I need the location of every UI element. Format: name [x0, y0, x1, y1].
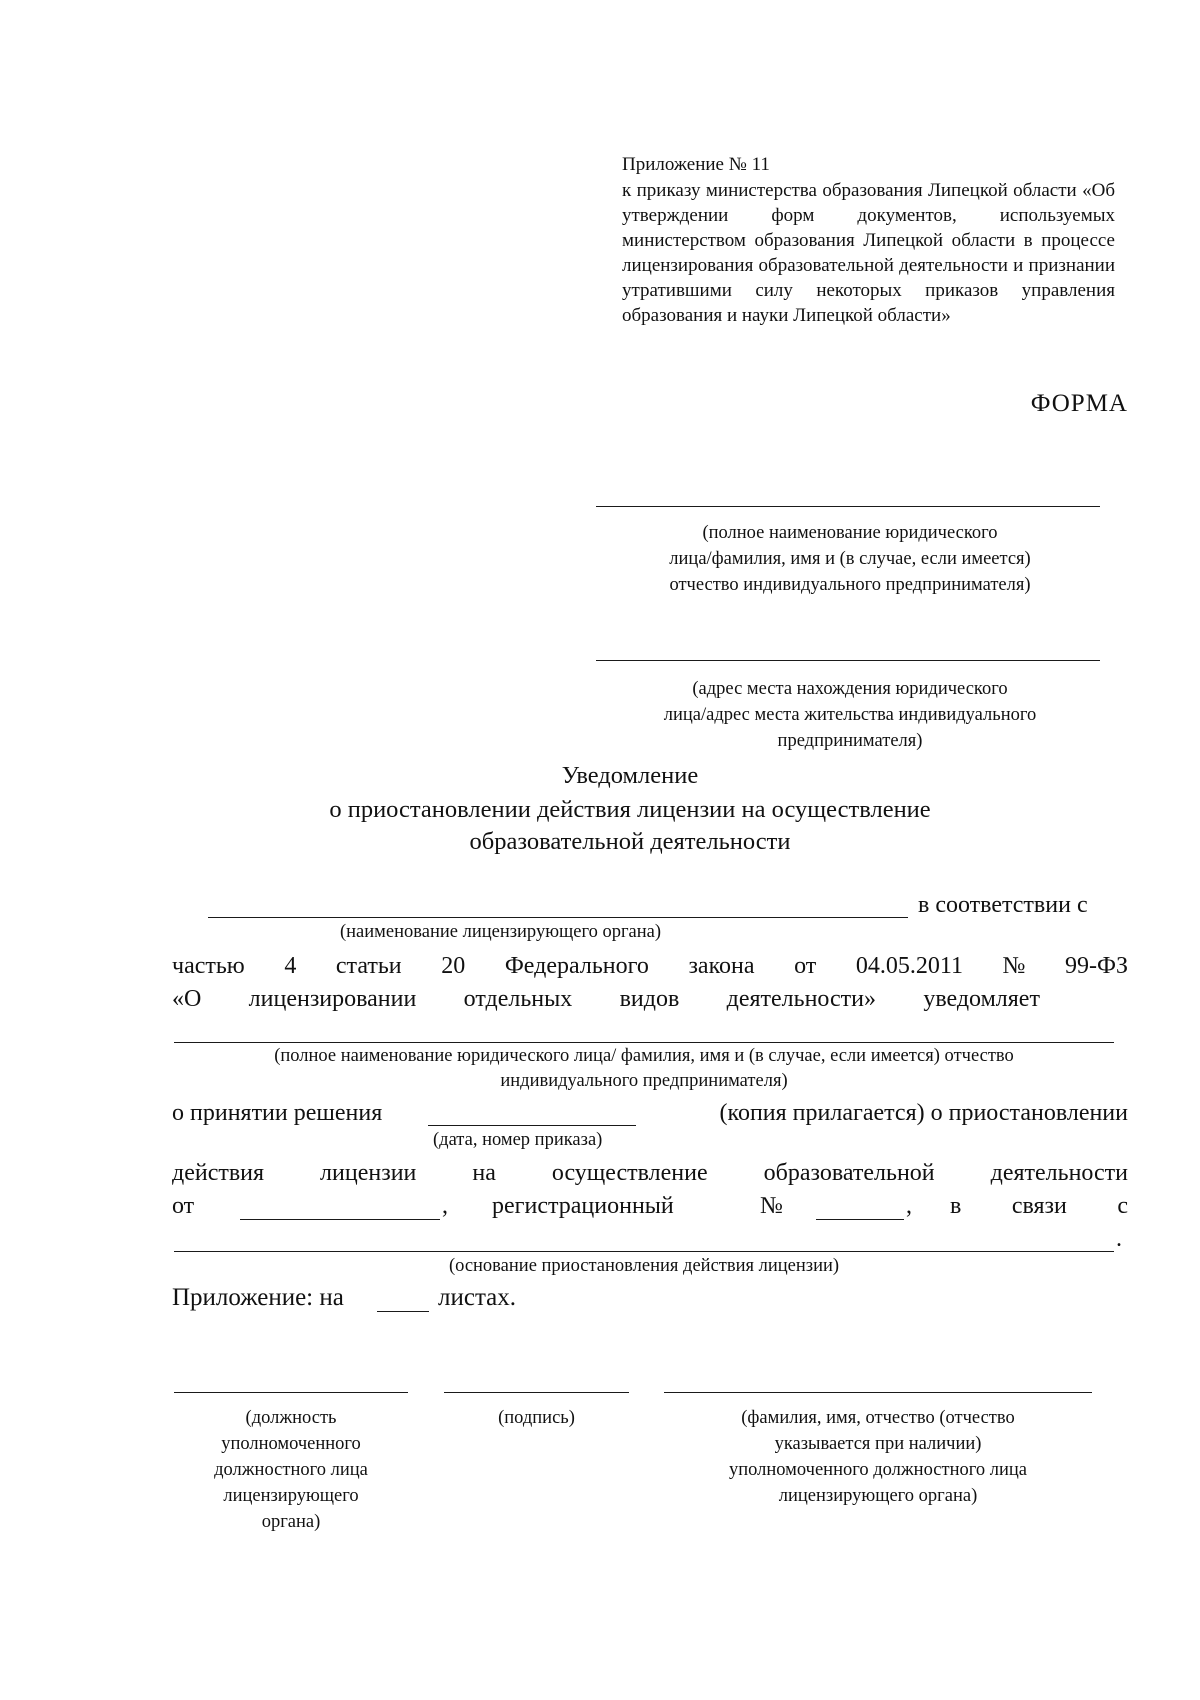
- notice-title: Уведомление: [561, 762, 699, 789]
- word: деятельности»: [726, 986, 876, 1012]
- fullname-caption: [664, 1405, 1092, 1509]
- signature-caption: [444, 1405, 629, 1431]
- caption-line: указывается при наличии): [774, 1434, 982, 1454]
- licensing-body-line[interactable]: [208, 917, 908, 918]
- word: лицензии: [320, 1160, 417, 1186]
- grounds-line[interactable]: [174, 1251, 1114, 1252]
- word: «О: [172, 986, 202, 1012]
- caption-line: предпринимателя): [777, 731, 923, 751]
- word: связи: [1011, 1193, 1067, 1219]
- in-accordance-text: в соответствии с: [918, 892, 1088, 918]
- caption-line: должностного лица: [214, 1460, 368, 1480]
- period: .: [1116, 1226, 1122, 1252]
- grounds-caption: (основание приостановления действия лицензии): [448, 1256, 840, 1276]
- signature-line[interactable]: [444, 1392, 629, 1393]
- appendix-body: к приказу министерства образования Липецкой области «Об утверждении форм документов, используемых министерством образования Липецкой области в процессе лицензирования образовательной деятельности и признании утратившими силу некоторых приказов управления образования и науки Липецкой области»: [622, 180, 1115, 326]
- comma: ,: [906, 1193, 912, 1219]
- word: статьи: [335, 953, 402, 979]
- caption-line: (полное наименование юридического: [702, 523, 998, 543]
- word: закона: [688, 953, 755, 979]
- word: 04.05.2011: [855, 953, 963, 979]
- caption-line: лица/фамилия, имя и (в случае, если имеется): [669, 549, 1031, 569]
- recipient-address-caption: [590, 676, 1110, 754]
- caption-line: (адрес места нахождения юридического: [692, 679, 1008, 699]
- law-reference-line-1: [172, 953, 1128, 980]
- caption-line: органа): [261, 1512, 321, 1532]
- registration-word: регистрационный: [492, 1193, 674, 1219]
- law-reference-line-2: [172, 986, 1040, 1013]
- entity-caption-1: (полное наименование юридического лица/ фамилия, имя и (в случае, если имеется) отчество: [274, 1046, 1014, 1066]
- appendix-title: Приложение № 11: [622, 154, 770, 175]
- attachment-suffix: листах.: [438, 1284, 517, 1311]
- word: лицензировании: [248, 986, 417, 1012]
- license-date-line[interactable]: [240, 1219, 440, 1220]
- caption-line: (подпись): [498, 1408, 575, 1428]
- word: 4: [284, 953, 297, 979]
- notice-subtitle-1: о приостановлении действия лицензии на осуществление: [329, 796, 931, 823]
- notice-subtitle-2: образовательной деятельности: [469, 828, 791, 855]
- caption-line: (фамилия, имя, отчество (отчество: [741, 1408, 1015, 1428]
- word: Федерального: [504, 953, 649, 979]
- number-sign: №: [760, 1193, 783, 1219]
- order-caption: (дата, номер приказа): [433, 1130, 603, 1150]
- recipient-address-line[interactable]: [596, 660, 1100, 661]
- caption-line: уполномоченного: [221, 1434, 361, 1454]
- caption-line: лица/адрес места жительства индивидуального: [663, 705, 1037, 725]
- action-line: [172, 1160, 1128, 1187]
- attachment-prefix: Приложение: на: [172, 1284, 344, 1311]
- word: видов: [619, 986, 680, 1012]
- word: деятельности: [990, 1160, 1128, 1186]
- word: частью: [172, 953, 245, 979]
- caption-line: (должность: [245, 1408, 337, 1428]
- word: уведомляет: [923, 986, 1040, 1012]
- caption-line: лицензирующего органа): [778, 1486, 978, 1506]
- word: отдельных: [463, 986, 573, 1012]
- recipient-name-line[interactable]: [596, 506, 1100, 507]
- entity-caption-2: индивидуального предпринимателя): [500, 1071, 788, 1091]
- form-label: ФОРМА: [1030, 390, 1128, 417]
- licensing-body-caption: (наименование лицензирующего органа): [340, 922, 662, 942]
- comma: ,: [442, 1193, 448, 1219]
- caption-line: лицензирующего: [223, 1486, 359, 1506]
- word: на: [472, 1160, 496, 1186]
- caption-line: уполномоченного должностного лица: [729, 1460, 1027, 1480]
- word: 20: [441, 953, 466, 979]
- position-caption: [174, 1405, 408, 1535]
- word: действия: [172, 1160, 265, 1186]
- order-date-number-line[interactable]: [428, 1125, 636, 1126]
- caption-line: отчество индивидуального предпринимателя): [669, 575, 1031, 595]
- word: с: [1117, 1193, 1128, 1219]
- word: от: [794, 953, 817, 979]
- word: осуществление: [551, 1160, 708, 1186]
- decision-prefix: о принятии решения: [172, 1100, 383, 1126]
- entity-name-line[interactable]: [174, 1042, 1114, 1043]
- fullname-signature-line[interactable]: [664, 1392, 1092, 1393]
- recipient-name-caption: [590, 520, 1110, 598]
- in-connection-text: [950, 1193, 1128, 1220]
- word: образовательной: [763, 1160, 935, 1186]
- decision-suffix: (копия прилагается) о приостановлении: [719, 1100, 1128, 1126]
- attachment-pages-line[interactable]: [377, 1311, 429, 1312]
- registration-number-line[interactable]: [816, 1219, 904, 1220]
- word: №: [1002, 953, 1026, 979]
- position-signature-line[interactable]: [174, 1392, 408, 1393]
- word: 99-ФЗ: [1065, 953, 1128, 979]
- word: в: [950, 1193, 962, 1219]
- from-word: от: [172, 1193, 195, 1219]
